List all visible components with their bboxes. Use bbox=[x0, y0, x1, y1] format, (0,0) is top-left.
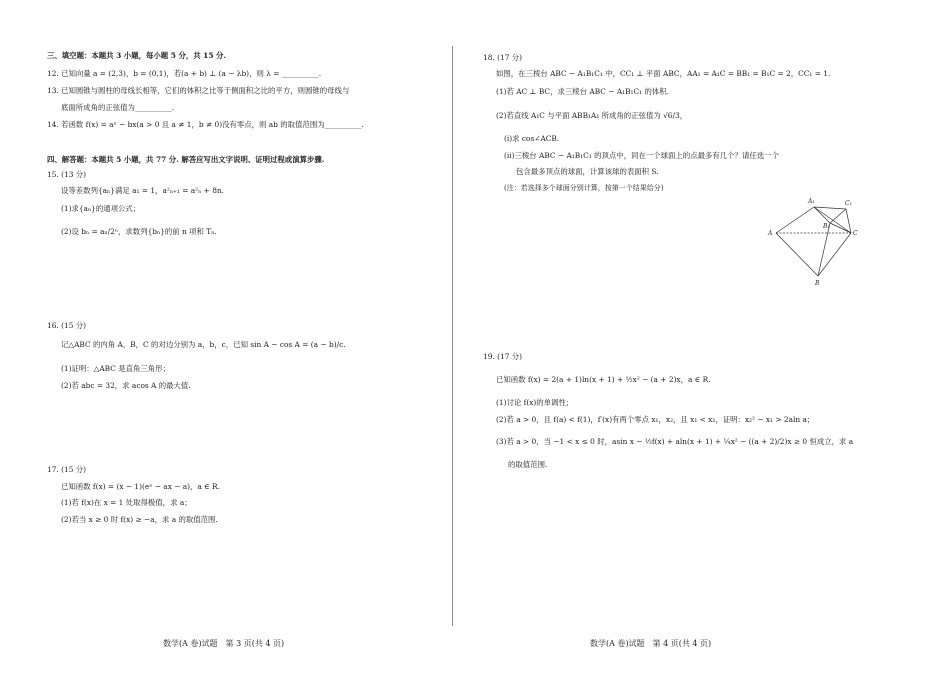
edge-c1-c bbox=[846, 209, 851, 233]
edge-a1-c bbox=[814, 207, 851, 233]
question-19-stem: 已知函数 f(x) = 2(a + 1)ln(x + 1) + ½x² − (a + 2)x，a ∈ R. bbox=[496, 375, 711, 384]
question-18-title: 18. (17 分) bbox=[483, 53, 523, 62]
section4-header: 四、解答题：本题共 5 小题，共 77 分. 解答应写出文字说明、证明过程或演算步骤. bbox=[47, 155, 325, 164]
question-18-note: (注：若选择多个球面分别计算，按第一个结果给分) bbox=[504, 184, 664, 192]
question-17-part1: (1)若 f(x)在 x = 1 处取得极值，求 a； bbox=[61, 498, 192, 507]
question-16-part2: (2)若 abc = 32，求 acos A 的最大值. bbox=[61, 381, 191, 390]
label-c: C bbox=[853, 230, 858, 237]
question-17-stem: 已知函数 f(x) = (x − 1)(eˣ − ax − a)，a ∈ R. bbox=[61, 482, 220, 491]
section3-header: 三、填空题：本题共 3 小题，每小题 5 分，共 15 分. bbox=[47, 51, 227, 60]
edge-a-b bbox=[776, 233, 818, 276]
question-17-title: 17. (15 分) bbox=[47, 465, 87, 474]
left-page-footer: 数学(A 卷)试题 第 3 页(共 4 页) bbox=[163, 639, 285, 648]
question-16-stem: 记△ABC 的内角 A，B，C 的对边分别为 a，b，c，已知 sin A − cos A = (a − b)/c. bbox=[61, 340, 346, 349]
question-15-title: 15. (13 分) bbox=[47, 170, 87, 179]
label-a: A bbox=[768, 230, 773, 237]
question-19-part3-line1: (3)若 a > 0，当 −1 < x ≤ 0 时，asin x − ½f(x) + aln(x + 1) + ¼x² − ((a + 2)/2)x ≥ 0 恒成立，求 a bbox=[496, 437, 854, 446]
question-19-part2: (2)若 a > 0，且 f(a) < f(1)，f′(x)有两个零点 x₁，x₂，且 x₁ < x₂，证明：x₂² − x₁ > 2aln a； bbox=[496, 415, 815, 424]
question-16-part1: (1)证明：△ABC 是直角三角形； bbox=[61, 364, 170, 373]
right-page-footer: 数学(A 卷)试题 第 4 页(共 4 页) bbox=[590, 639, 712, 648]
label-a1: A₁ bbox=[808, 198, 815, 205]
question-15-part2: (2)设 bₙ = aₙ/2ⁿ，求数列{bₙ}的前 n 项和 Tₙ. bbox=[61, 227, 217, 236]
edge-b1-c1 bbox=[830, 209, 846, 223]
edge-a1-c1 bbox=[814, 207, 846, 209]
question-19-part1: (1)讨论 f(x)的单调性； bbox=[496, 398, 574, 407]
left-page bbox=[0, 0, 452, 688]
question-18-stem: 如图，在三棱台 ABC − A₁B₁C₁ 中，CC₁ ⊥ 平面 ABC，AA₁ = A₁C = BB₁ = B₁C = 2，CC₁ = 1. bbox=[496, 69, 831, 78]
question-15-stem: 设等差数列{aₙ}满足 a₁ = 1，a²ₙ₊₁ = a²ₙ + 8n. bbox=[61, 186, 225, 195]
label-c1: C₁ bbox=[845, 200, 852, 207]
question-14: 14. 若函数 f(x) = aˣ − bx(a > 0 且 a ≠ 1，b ≠ 0)没有零点，则 ab 的取值范围为__________. bbox=[47, 120, 364, 129]
question-17-part2: (2)若当 x ≥ 0 时 f(x) ≥ −a，求 a 的取值范围. bbox=[61, 515, 218, 524]
question-18-part1: (1)若 AC ⊥ BC，求三棱台 ABC − A₁B₁C₁ 的体积. bbox=[496, 87, 670, 96]
question-19-part3-line2: 的取值范围. bbox=[508, 460, 548, 469]
edge-a1-b1 bbox=[814, 207, 830, 223]
question-18-part2-ii-line1: (ⅱ)三棱台 ABC − A₁B₁C₁ 的顶点中，同在一个球面上的点最多有几个？请任选一个 bbox=[504, 151, 779, 160]
right-page bbox=[456, 0, 950, 688]
question-12: 12. 已知向量 a = (2,3)，b = (0,1)，若(a + b) ⊥ (a − λb)，则 λ = __________. bbox=[47, 69, 322, 78]
question-19-title: 19. (17 分) bbox=[483, 352, 523, 361]
question-18-part2-i: (ⅰ)求 cos∠ACB. bbox=[504, 134, 560, 143]
question-18-part2-ii-line2: 包含最多顶点的球面，计算该球的表面积 S. bbox=[516, 167, 659, 176]
page-divider bbox=[452, 46, 453, 626]
frustum-figure bbox=[756, 193, 866, 288]
edge-a-a1 bbox=[776, 207, 814, 233]
question-13-line1: 13. 已知圆锥与圆柱的母线长相等，它们的体积之比等于侧面积之比的平方，则圆锥的母线与 bbox=[47, 86, 350, 95]
label-b1: B₁ bbox=[823, 223, 830, 230]
label-b: B bbox=[815, 280, 820, 287]
question-18-part2: (2)若直线 A₁C 与平面 ABB₁A₁ 所成角的正弦值为 √6/3， bbox=[496, 111, 688, 120]
edge-b1-c bbox=[830, 223, 851, 233]
question-15-part1: (1)求{aₙ}的通项公式； bbox=[61, 204, 141, 213]
question-16-title: 16. (15 分) bbox=[47, 321, 87, 330]
question-13-line2: 底面所成角的正弦值为__________. bbox=[61, 103, 175, 112]
